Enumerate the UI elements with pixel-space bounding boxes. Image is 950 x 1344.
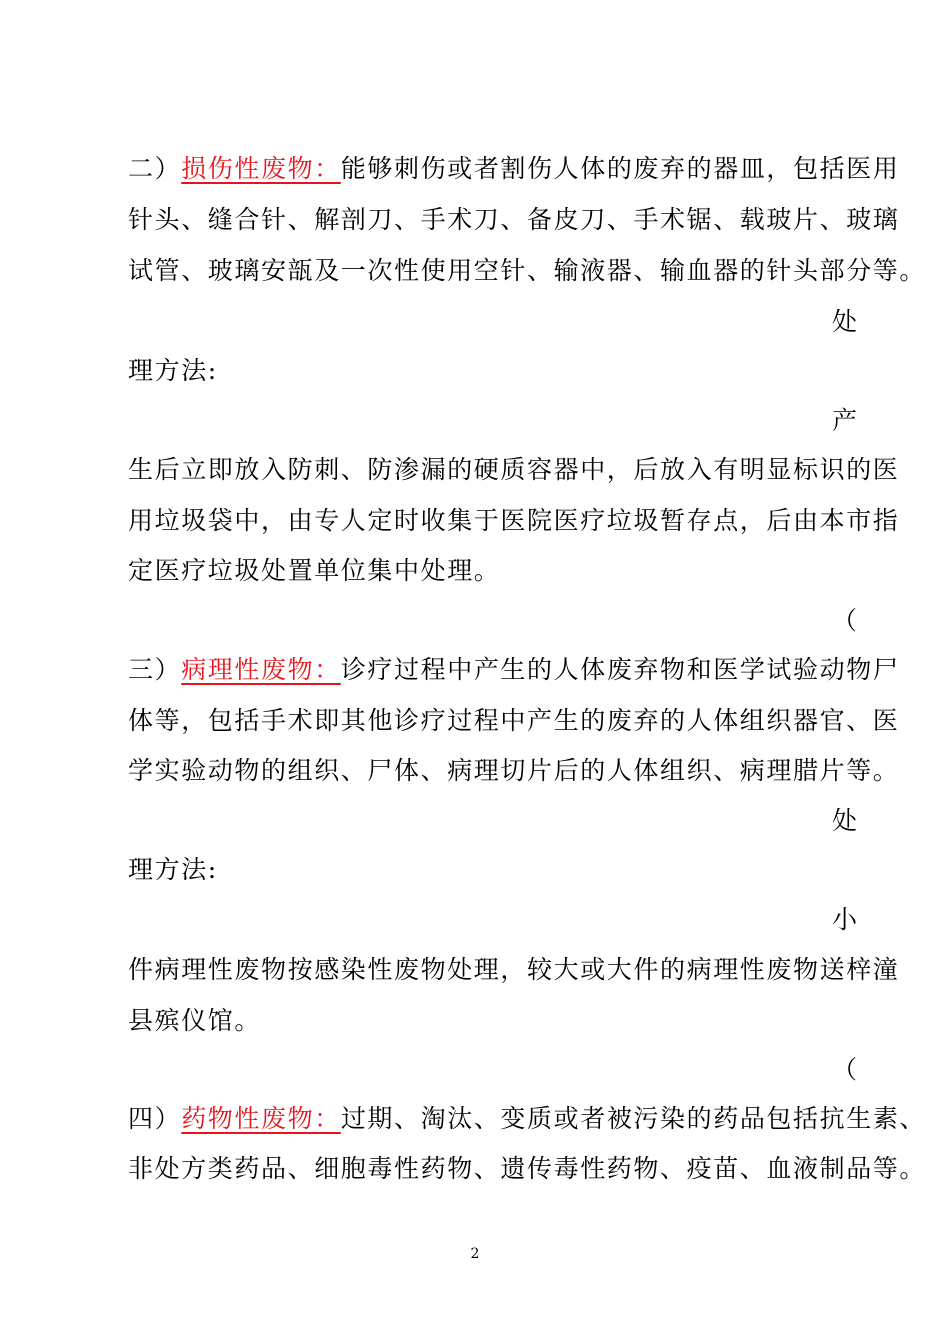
section2-body3: 定医疗垃圾处置单位集中处理。 [128, 556, 501, 585]
section2-prefix: 二） [128, 154, 182, 183]
section4-term: 药物性废物： [181, 1104, 341, 1133]
section3-line2: 体等，包括手术即其他诊疗过程中产生的废弃的人体组织器官、医 [128, 706, 900, 735]
section2-handling-char: 处 [831, 307, 857, 336]
section2-heading-line [128, 152, 900, 186]
section2-handling-label: 理方法: [128, 356, 218, 385]
section4-line2: 非处方类药品、细胞毒性药物、遗传毒性药物、疫苗、血液制品等。 [128, 1154, 927, 1183]
section4-prefix: 四） [128, 1104, 182, 1133]
section3-term: 病理性废物： [181, 655, 341, 684]
section3-handling-label: 理方法: [128, 855, 218, 884]
section2-line1: 能够刺伤或者割伤人体的废弃的器皿，包括医用 [340, 154, 900, 183]
section4-paren: （ [831, 1055, 857, 1084]
section3-cont-char: 小 [831, 905, 857, 934]
section2-cont-char: 产 [831, 406, 857, 435]
section2-term: 损伤性废物： [181, 154, 341, 183]
section2-body2: 用垃圾袋中，由专人定时收集于医院医疗垃圾暂存点，后由本市指 [128, 506, 900, 535]
section3-line3: 学实验动物的组织、尸体、病理切片后的人体组织、病理腊片等。 [128, 756, 900, 785]
section4-line1: 过期、淘汰、变质或者被污染的药品包括抗生素、 [340, 1104, 927, 1133]
page-number: 2 [470, 1246, 480, 1262]
section3-heading-line [128, 653, 900, 687]
section3-paren: （ [831, 606, 857, 635]
section2-line2: 针头、缝合针、解剖刀、手术刀、备皮刀、手术锯、载玻片、玻璃 [128, 205, 900, 234]
section2-line3: 试管、玻璃安瓿及一次性使用空针、输液器、输血器的针头部分等。 [128, 256, 927, 285]
section3-prefix: 三） [128, 655, 182, 684]
section2-body1: 生后立即放入防刺、防渗漏的硬质容器中，后放入有明显标识的医 [128, 455, 900, 484]
section3-body1: 件病理性废物按感染性废物处理，较大或大件的病理性废物送梓潼 [128, 955, 900, 984]
section3-line1: 诊疗过程中产生的人体废弃物和医学试验动物尸 [340, 655, 900, 684]
section4-heading-line [128, 1102, 927, 1136]
section3-handling-char: 处 [831, 806, 857, 835]
section3-body2: 县殡仪馆。 [128, 1006, 262, 1035]
